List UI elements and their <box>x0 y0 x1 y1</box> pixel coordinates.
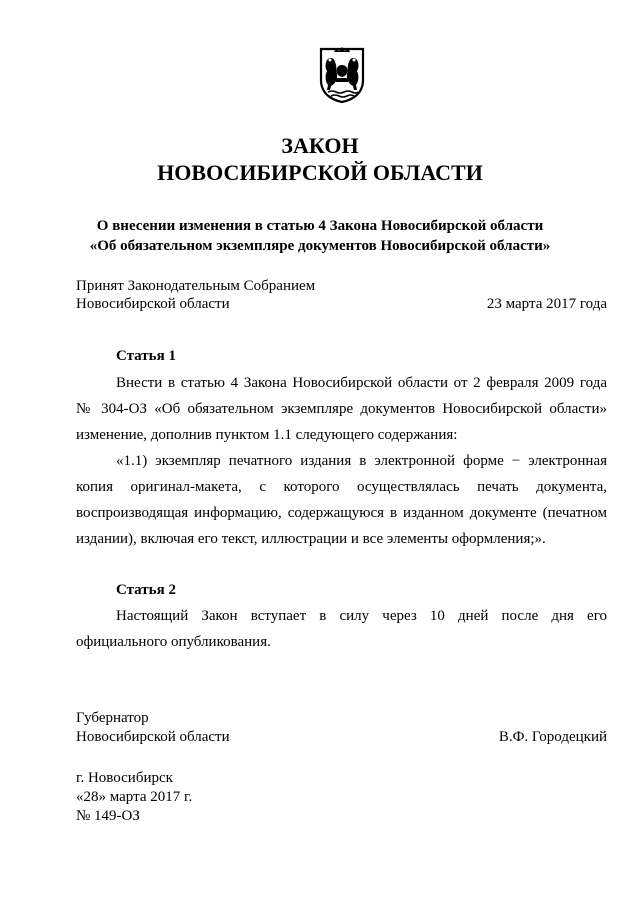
paragraph-line: «1.1) экземпляр печатного издания в электронной форме − электронная <box>116 453 607 469</box>
law-subject-line-2: «Об обязательном экземпляре документов Новосибирской области» <box>89 238 551 254</box>
signatory-position-line-2: Новосибирской области <box>76 729 230 745</box>
region-title: НОВОСИБИРСКОЙ ОБЛАСТИ <box>157 160 483 185</box>
law-subject-line-1: О внесении изменения в статью 4 Закона Новосибирской области <box>96 218 544 234</box>
article-2-paragraph-1 <box>76 603 607 655</box>
paragraph-line: воспроизводящая информацию, содержащуюся в изданном документе (печатном <box>76 505 607 521</box>
signatory-name: В.Ф. Городецкий <box>498 729 607 745</box>
article-1-heading: Статья 1 <box>116 348 176 364</box>
issue-city: г. Новосибирск <box>76 770 173 786</box>
law-number: № 149-ОЗ <box>76 808 140 824</box>
signatory-position-line-1: Губернатор <box>76 710 149 726</box>
article-2-heading: Статья 2 <box>116 582 176 598</box>
paragraph-line: Настоящий Закон вступает в силу через 10 дней после дня его <box>116 608 607 624</box>
adoption-line-2: Новосибирской области <box>76 296 230 312</box>
novosibirsk-region-coat-of-arms-icon <box>318 46 366 104</box>
document-type-title: ЗАКОН <box>281 133 359 158</box>
article-1-paragraph-1 <box>76 370 607 448</box>
paragraph-line: копия оригинал-макета, с которого осуществлялась печать документа, <box>76 479 607 495</box>
paragraph-line: изменение, дополнив пунктом 1.1 следующего содержания: <box>76 427 458 443</box>
paragraph-line: официального опубликования. <box>76 634 271 650</box>
adoption-line-1: Принят Законодательным Собранием <box>76 278 316 294</box>
paragraph-line: № 304-ОЗ «Об обязательном экземпляре документов Новосибирской области» <box>76 401 607 417</box>
adoption-date: 23 марта 2017 года <box>486 296 607 312</box>
paragraph-line: Внести в статью 4 Закона Новосибирской области от 2 февраля 2009 года <box>116 375 607 391</box>
paragraph-line: издании), включая его текст, иллюстрации и все элементы оформления;». <box>76 531 546 547</box>
article-1-paragraph-2 <box>76 448 607 552</box>
issue-date: «28» марта 2017 г. <box>76 789 193 805</box>
